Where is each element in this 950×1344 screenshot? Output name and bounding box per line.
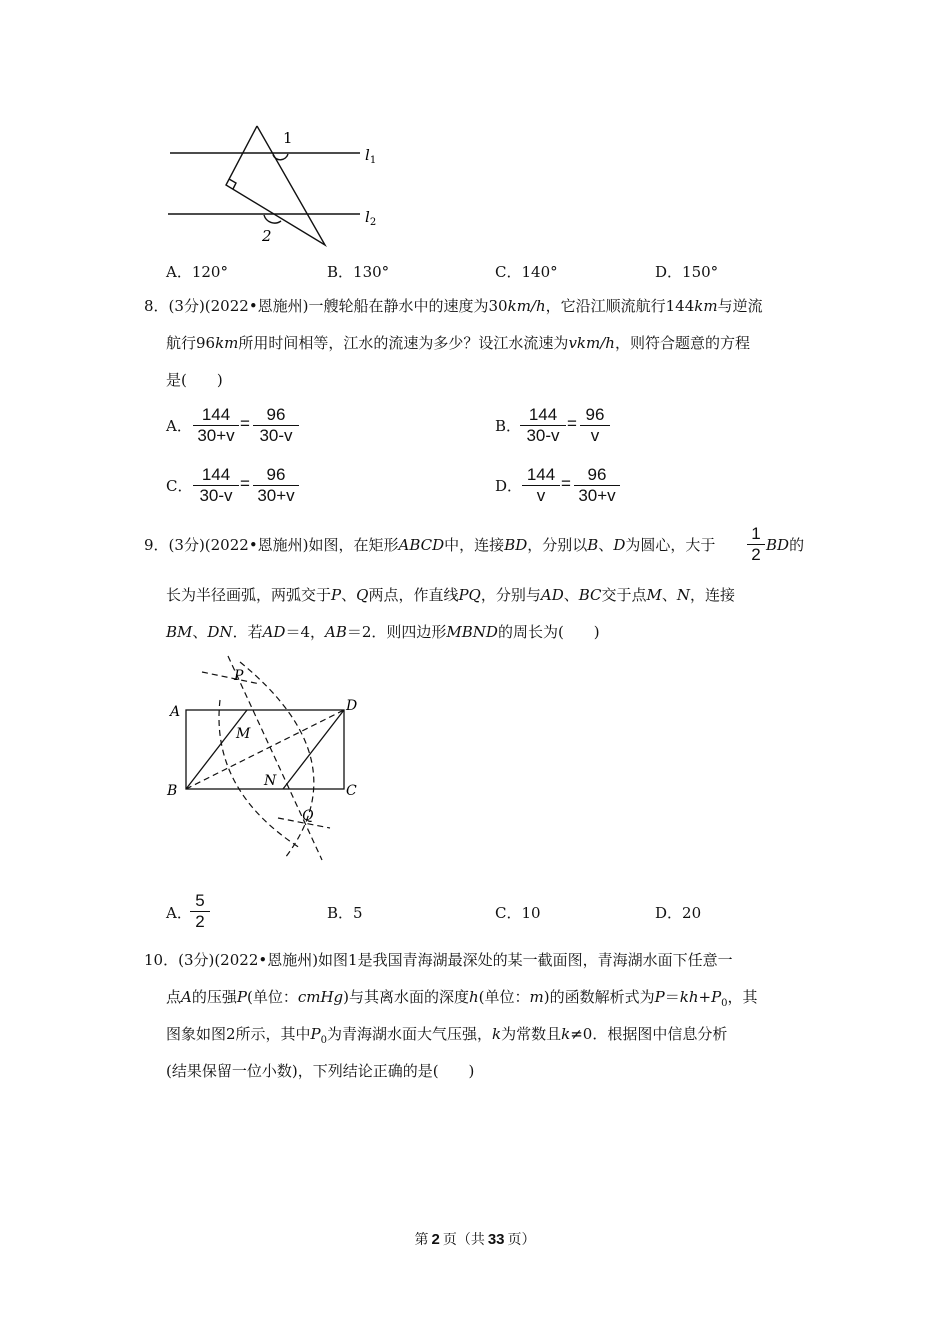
label-d: D bbox=[346, 698, 358, 714]
label-b: B bbox=[167, 783, 178, 799]
q8-option-a-right-fraction: $\frac{96}{30-v}$ bbox=[253, 405, 299, 446]
q10-line-3: 图象如图2所示，其中$P_0$为青海湖水面大气压强，k为常数且k≠0．根据图中信息分析 bbox=[166, 1025, 728, 1046]
q9-line-1-end: BD的 bbox=[766, 536, 805, 554]
page-number: 2 bbox=[431, 1231, 440, 1248]
q9-option-a-letter[interactable]: A． bbox=[166, 904, 192, 922]
q8-option-b-letter[interactable]: B． bbox=[495, 417, 522, 435]
label-a: A bbox=[170, 704, 181, 720]
q9-line-3: BM、DN．若AD＝4，AB＝2．则四边形MBND的周长为( ) bbox=[166, 623, 600, 641]
q8-option-d-letter[interactable]: D． bbox=[495, 477, 523, 495]
q8-option-b-right-fraction: $\frac{96}{v}$ bbox=[580, 405, 610, 446]
q8-line-3: 是( ) bbox=[166, 371, 223, 389]
line1-label: $l_1$ bbox=[365, 146, 377, 166]
page-footer: 第 2 页（共 33 页） bbox=[414, 1231, 536, 1248]
q9-figure bbox=[160, 650, 370, 870]
label-n: N bbox=[264, 773, 277, 789]
q10-line-1: 10．(3分)(2022•恩施州)如图1是我国青海湖最深处的某一截面图，青海湖水面下任意一 bbox=[144, 951, 733, 969]
right-triangle bbox=[226, 126, 325, 245]
q7-option-c[interactable]: C．140° bbox=[495, 263, 558, 281]
q8-option-c-letter[interactable]: C． bbox=[166, 477, 193, 495]
tick-p bbox=[202, 672, 260, 684]
arc-from-b bbox=[240, 662, 314, 858]
q9-line-1: 9．(3分)(2022•恩施州)如图，在矩形ABCD中，连接BD，分别以B、D为圆心，大于 bbox=[144, 536, 716, 554]
q8-option-d-left-fraction: $\frac{144}{v}$ bbox=[522, 465, 560, 506]
q8-option-b-left-fraction: $\frac{144}{30-v}$ bbox=[520, 405, 566, 446]
q9-option-a-fraction: $\frac{5}{2}$ bbox=[190, 891, 210, 932]
angle2-label: 2 bbox=[262, 227, 272, 245]
q8-option-a-left-fraction: $\frac{144}{30+v}$ bbox=[193, 405, 239, 446]
arc-from-d bbox=[219, 700, 300, 848]
q8-option-c-left-fraction: $\frac{144}{30-v}$ bbox=[193, 465, 239, 506]
q9-option-b[interactable]: B．5 bbox=[327, 904, 363, 922]
segment-bm bbox=[186, 710, 247, 789]
q10-line-4: (结果保留一位小数)，下列结论正确的是( ) bbox=[166, 1062, 475, 1080]
q8-option-d-equals: = bbox=[561, 474, 571, 493]
q8-option-d-right-fraction: $\frac{96}{30+v}$ bbox=[574, 465, 620, 506]
angle1-label: 1 bbox=[283, 129, 293, 147]
q8-option-c-equals: = bbox=[240, 474, 250, 493]
line-pq bbox=[228, 656, 322, 860]
q8-option-a-letter[interactable]: A． bbox=[166, 417, 192, 435]
line2-label: $l_2$ bbox=[365, 208, 377, 228]
label-m: M bbox=[236, 726, 251, 742]
q9-option-c[interactable]: C．10 bbox=[495, 904, 541, 922]
q8-option-b-equals: = bbox=[567, 414, 577, 433]
q8-line-1: 8．(3分)(2022•恩施州)一艘轮船在静水中的速度为30km/h，它沿江顺流航行144km与逆流 bbox=[144, 297, 763, 315]
label-q: Q bbox=[302, 808, 314, 824]
q7-figure bbox=[160, 118, 400, 250]
label-c: C bbox=[346, 783, 357, 799]
q8-option-a-equals: = bbox=[240, 414, 250, 433]
q9-half-fraction: $\frac{1}{2}$ bbox=[747, 524, 765, 565]
page-total: 33 bbox=[487, 1231, 505, 1248]
q7-option-d[interactable]: D．150° bbox=[655, 263, 719, 281]
q7-option-a[interactable]: A．120° bbox=[166, 263, 228, 281]
label-p: P bbox=[234, 668, 244, 684]
q9-line-2: 长为半径画弧，两弧交于P、Q两点，作直线PQ，分别与AD、BC交于点M、N，连接 bbox=[166, 586, 736, 604]
q7-option-b[interactable]: B．130° bbox=[327, 263, 390, 281]
q8-line-2: 航行96km所用时间相等，江水的流速为多少？设江水流速为vkm/h，则符合题意的方程 bbox=[166, 334, 750, 352]
q8-option-c-right-fraction: $\frac{96}{30+v}$ bbox=[253, 465, 299, 506]
q9-option-d[interactable]: D．20 bbox=[655, 904, 702, 922]
q10-line-2: 点A的压强P(单位：cmHg)与其离水面的深度h(单位：m)的函数解析式为$P=kh+P_0$，其 bbox=[166, 988, 758, 1009]
